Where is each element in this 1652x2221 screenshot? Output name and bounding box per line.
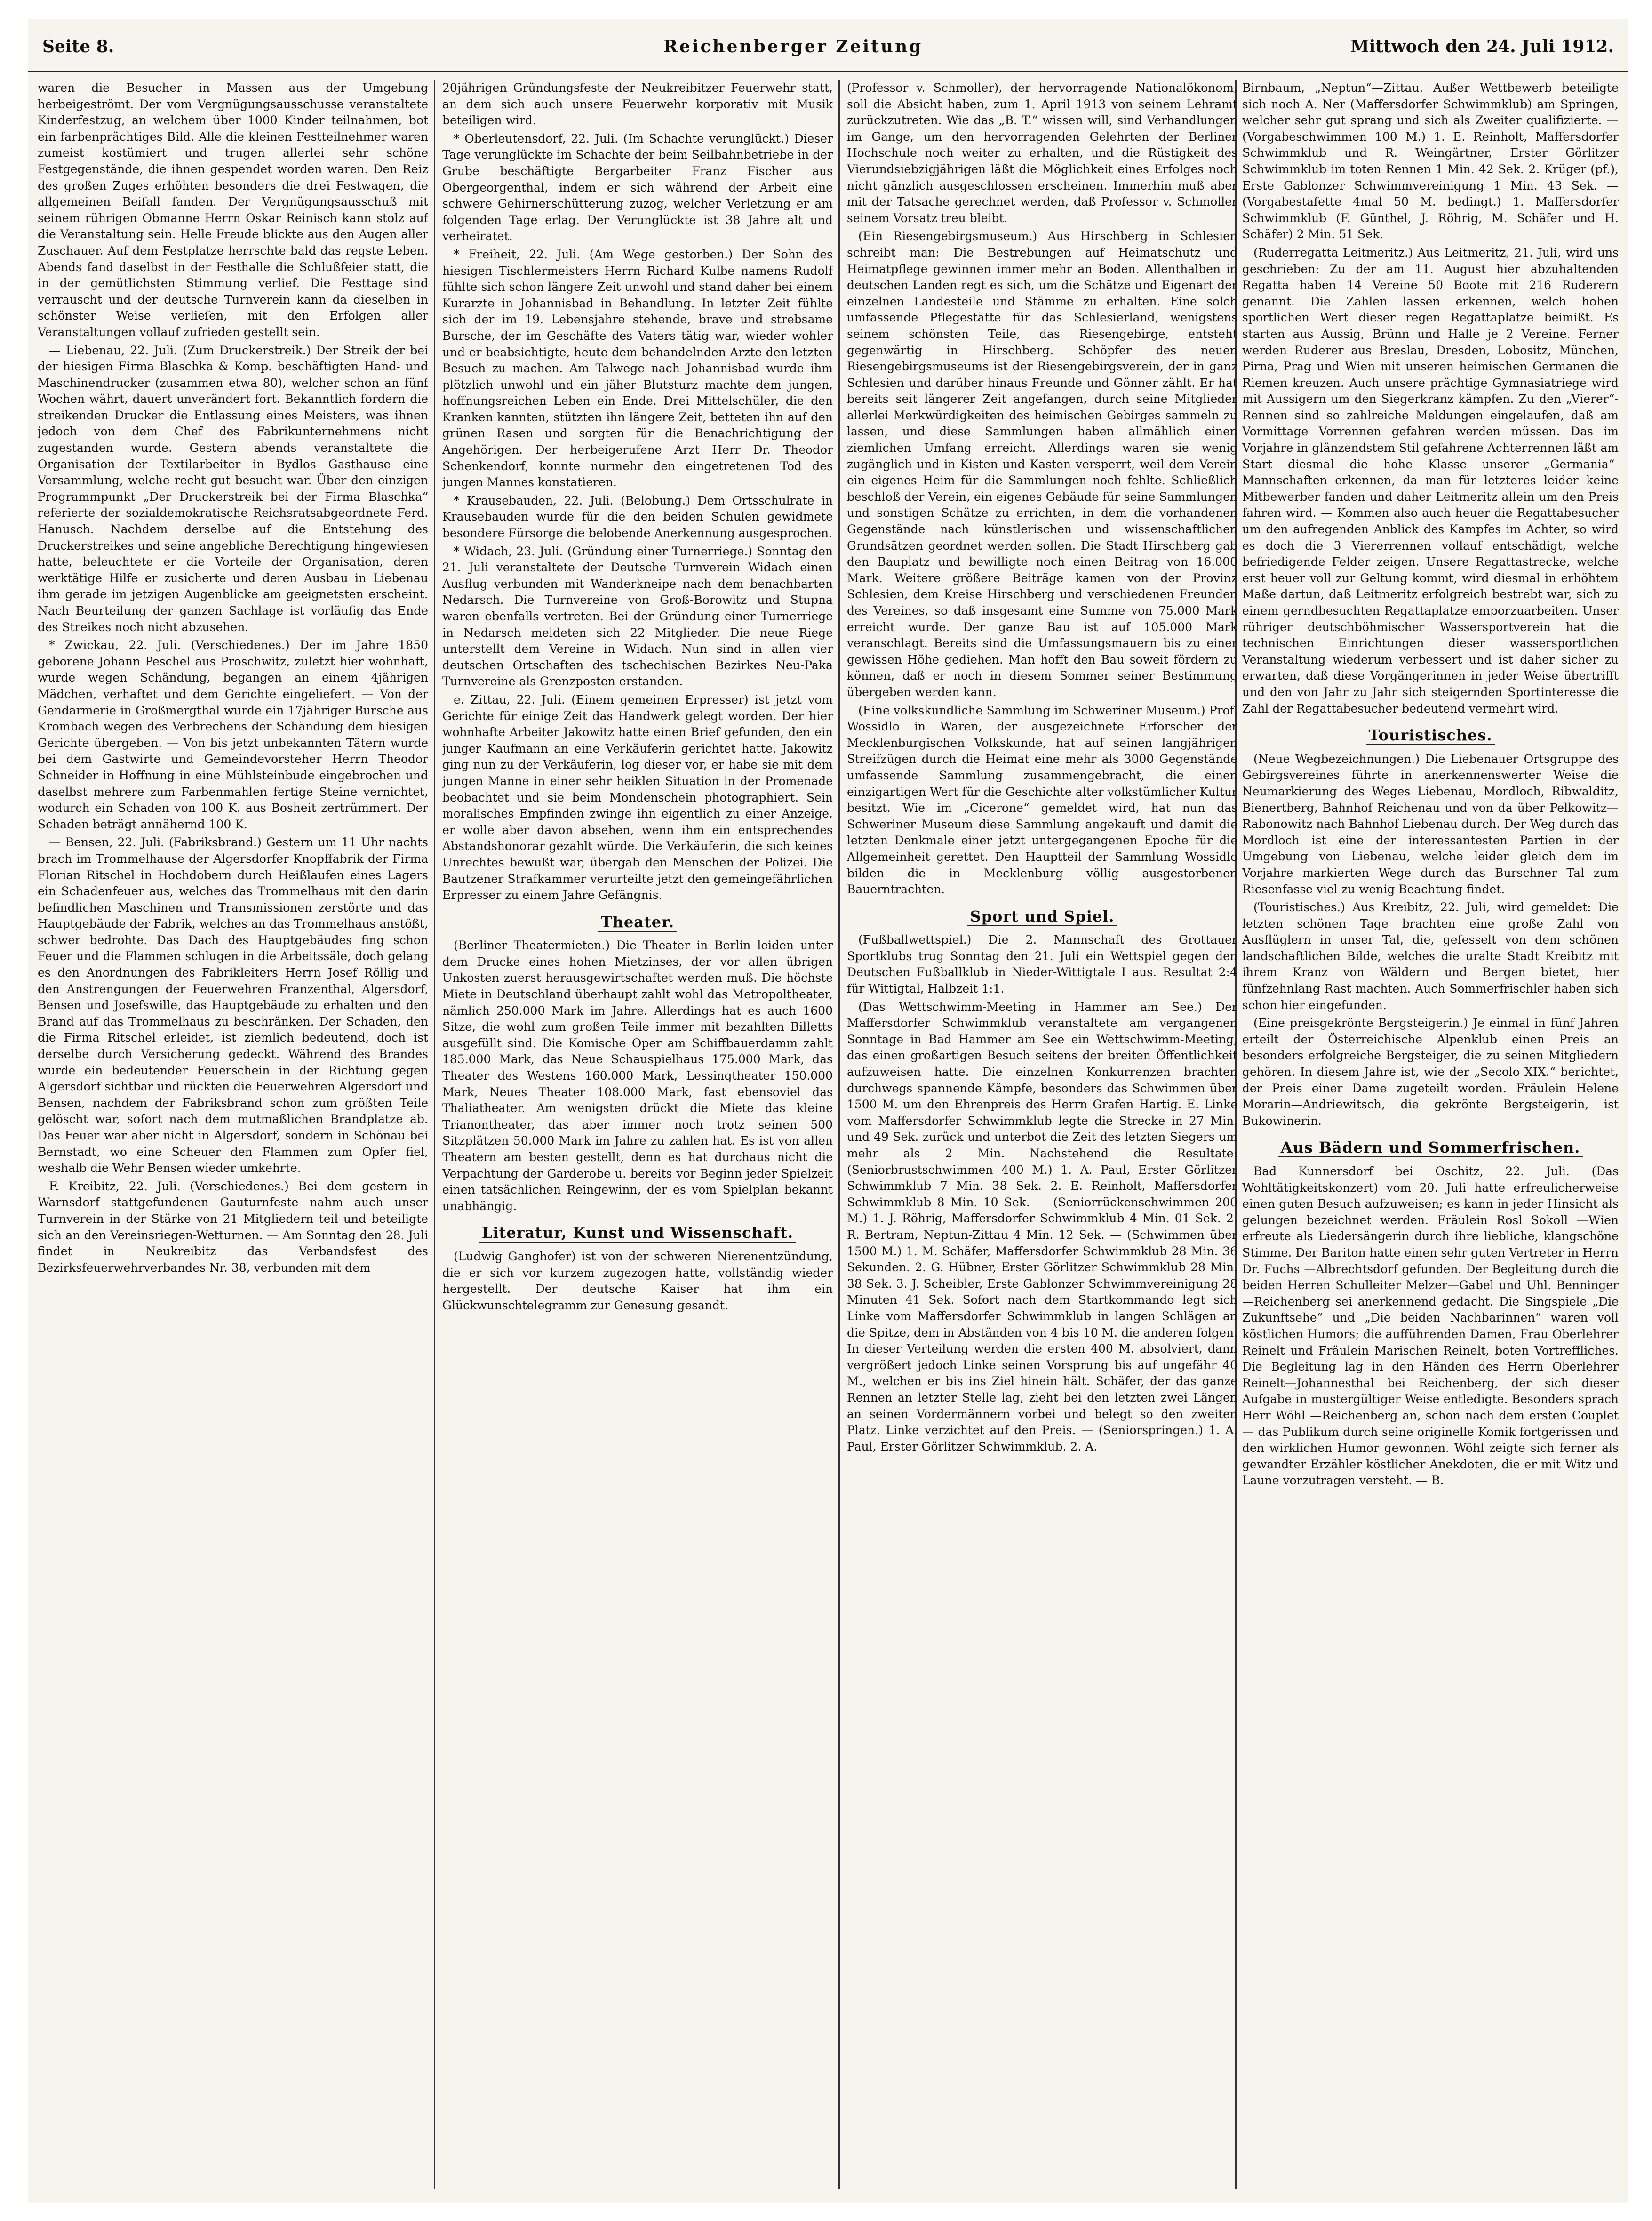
article-paragraph: e. Zittau, 22. Juli. (Einem gemeinen Erpresser) ist jetzt vom Gerichte für einige Zeit das Handwerk gelegt worden. Der hier wohnhafte Arbeiter Jakowitz hatte einen Brief gefunden, den ein junger Kaufmann an eine Verkäuferin gerichtet hatte. Jakowitz ging nun zu der Verkäuferin, log dieser vor, er habe sie mit dem jungen Manne in einer sehr heiklen Situation in der Promenade beobachtet und sie beim Mondenschein photographiert. Sein moralisches Empfinden zwinge ihn eigentlich zu einer Anzeige, er wolle aber davon absehen, wenn ihm ein entsprechendes Abstandshonorar gezahlt würde. Die Verkäuferin, die sich keines Unrechtes bewußt war, übergab den Menschen der Polizei. Die Bautzener Strafkammer verurteilte jetzt den gemeingefährlichen Erpresser zu einem Jahre Gefängnis. — [442, 692, 833, 902]
article-paragraph: F. Kreibitz, 22. Juli. (Verschiedenes.) Bei dem gestern in Warnsdorf stattgefundenen Gauturnfeste nahm auch unser Turnverein in der Stärke von 21 Mitgliedern teil und beteiligte sich an den Vereinsriegen-Wetturnen. — Am Sonntag den 28. Juli findet in Neukreibitz das Verbandsfest des Bezirksfeuerwehrverbandes Nr. 38, verbunden mit dem — [38, 1179, 428, 1275]
column-4 — [1242, 80, 1619, 2189]
section-heading-literature: Literatur, Kunst und Wissenschaft. — [442, 1225, 833, 1241]
article-paragraph: (Eine volkskundliche Sammlung im Schweriner Museum.) Prof. Wossidlo in Waren, der ausgezeichnete Erforscher der Mecklenburgischen Volkskunde, hat auf seinen langjährigen Streifzügen durch die Heimat eine mehr als 3000 Gegenstände umfassende Sammlung zusammengebracht, die einen einzigartigen Wert für die Geschichte alter volkstümlicher Kultur besitzt. Wie im „Cicerone“ gemeldet wird, hat nun das Schweriner Museum diese Sammlung angekauft und damit die letzten Denkmale einer jetzt untergegangenen Epoche für die Allgemeinheit gerettet. Den Hauptteil der Sammlung Wossidlo bilden die in Mecklenburg völlig ausgestorbenen Bauerntrachten. — [847, 703, 1237, 897]
column-3 — [847, 80, 1237, 2189]
article-paragraph: 20jährigen Gründungsfeste der Neukreibitzer Feuerwehr statt, an dem sich auch unsere Feuerwehr korporativ mit Musik beteiligen wird. — [442, 81, 833, 128]
article-paragraph: (Touristisches.) Aus Kreibitz, 22. Juli, wird gemeldet: Die letzten schönen Tage brachten eine große Zahl von Ausflüglern in unser Tal, die, gefesselt von dem schönen landschaftlichen Bilde, welches die uralte Stadt Kreibitz mit ihrem Kranz von Wäldern und Bergen bietet, hier fünfzehnlang Rast machten. Auch Sommerfrischler haben sich schon hier eingefunden. — [1242, 900, 1619, 1012]
article-paragraph: (Fußballwettspiel.) Die 2. Mannschaft des Grottauer Sportklubs trug Sonntag den 21. Juli ein Wettspiel gegen den Deutschen Fußballklub in Nieder-Wittigtale I aus. Resultat 2:4 für Wittigtal, Halbzeit 1:1. — [847, 933, 1237, 996]
newspaper-page — [28, 19, 1628, 2203]
column-divider — [434, 80, 435, 2189]
article-paragraph: * Freiheit, 22. Juli. (Am Wege gestorben.) Der Sohn des hiesigen Tischlermeisters Herrn Richard Kulbe namens Rudolf fühlte sich schon längere Zeit unwohl und stand daher bei einem Kurarzte in Johannisbad in Behandlung. In letzter Zeit fühlte sich der im 19. Lebensjahre stehende, brave und strebsame Bursche, der im Geschäfte des Vaters tätig war, wieder wohler und er beabsichtigte, heute dem behandelnden Arzte den letzten Besuch zu machen. Am Talwege nach Johannisbad wurde ihm plötzlich unwohl und ein jäher Blutsturz machte dem jungen, hoffnungsreichen Leben ein Ende. Drei Mittelschüler, die den Kranken kannten, stützten ihn längere Zeit, betteten ihn auf den grünen Rasen und sorgten für die Benachrichtigung der Angehörigen. Der herbeigerufene Arzt Herr Dr. Theodor Schenkendorf, konnte nurmehr den eingetretenen Tod des jungen Mannes konstatieren. — [442, 247, 833, 489]
newspaper-title: Reichenberger Zeitung — [663, 37, 923, 56]
article-paragraph: (Berliner Theatermieten.) Die Theater in Berlin leiden unter dem Drucke eines hohen Mietzinses, der vor allen übrigen Unkosten zuerst herausgewirtschaftet werden muß. Die höchste Miete in Deutschland überhaupt zahlt wohl das Metropoltheater, nämlich 250.000 Mark im Jahre. Allerdings hat es auch 1600 Sitze, die wohl zum großen Teile immer mit bezahlten Billetts ausgefüllt sind. Die Komische Oper am Schiffbauerdamm zahlt 185.000 Mark, das Neue Schauspielhaus 175.000 Mark, das Theater des Westens 160.000 Mark, Lessingtheater 150.000 Mark, Neues Theater 108.000 Mark, fast ebensoviel das Thaliatheater. Am wenigsten drückt die Miete das kleine Trianontheater, das aber immer noch trotz seinen 500 Sitzplätzen 50.000 Mark im Jahre zu zahlen hat. Es ist von allen Theatern am besten gestellt, denn es hat durchaus nicht die Verpachtung der Garderobe u. bereits vor Beginn jeder Spielzeit einen tatsächlichen Reingewinn, der es vom Spielplan bekannt unabhängig. — [442, 938, 833, 1213]
article-paragraph: * Zwickau, 22. Juli. (Verschiedenes.) Der im Jahre 1850 geborene Johann Peschel aus Proschwitz, zuletzt hier wohnhaft, wurde wegen Schändung, begangen an einem 4jährigen Mädchen, verhaftet und dem Gerichte eingeliefert. — Von der Gendarmerie in Großmergthal wurde ein 17jähriger Bursche aus Krombach wegen des Verbrechens der Schändung dem hiesigen Gerichte übergeben. — Von bis jetzt unbekannten Tätern wurde bei dem Gastwirte und Gemeindevorsteher Herrn Theodor Schneider in Hoffnung in eine Mühlsteinbude eingebrochen und daselbst mehrere zum Farbenmahlen fertige Steine vernichtet, wodurch ein Schaden von 100 K. aus Bosheit zertrümmert. Der Schaden beträgt annähernd 100 K. — [38, 638, 428, 831]
page-number: Seite 8. — [42, 37, 114, 56]
column-divider — [838, 80, 840, 2189]
page-header — [28, 19, 1628, 72]
article-paragraph: (Ruderregatta Leitmeritz.) Aus Leitmeritz, 21. Juli, wird uns geschrieben: Zu der am 11. August hier abzuhaltenden Regatta haben 14 Vereine 50 Boote mit 216 Ruderern genannt. Die Zahlen lassen erkennen, welch hohen sportlichen Wert dieser regen Regattaplatze beimißt. Es starten aus Aussig, Brünn und Halle je 2 Vereine. Ferner werden Ruderer aus Breslau, Dresden, Lobositz, München, Pirna, Prag und Wien mit unseren heimischen Germanen die Riemen kreuzen. Auch unsere prächtige Gymnasiatriege wird mit Aussigern um den Siegerkranz kämpfen. Zu den „Vierer“-Rennen sind so zahlreiche Meldungen eingelaufen, daß am Vormittage Vorrennen gefahren werden müssen. Das im Vorjahre in glänzendstem Stil gefahrene Achterrennen läßt am Start diesmal die hohe Klasse unserer „Germania“-Mannschaften erkennen, da man für letzteres leider keine Mitbewerber fanden und daher Leitmeritz allein um den Preis fahren wird. — Kommen also auch heuer die Regattabesucher um den aufregenden Anblick des Kampfes im Achter, so wird es doch die 3 Viererrennen vollauf entschädigt, welche befriedigende Felder zeigen. Unsere Regattastrecke, welche erst heuer voll zur Geltung kommt, wird diesmal in erhöhtem Maße dartun, daß Leitmeritz erfolgreich bestrebt war, sich zu einem gerndbesuchten Regattaplatze emporzuarbeiten. Unser rühriger deutschböhmischer Wassersportverein hat die technischen Einrichtungen dieser wassersportlichen Veranstaltung wiederum verbessert und ist daher sicher zu erwarten, daß diese Vorgängerinnen in jeder Weise übertrifft und den von Jahr zu Jahr sich steigernden Sportinteresse die Zahl der Regattabesucher bedeutend vermehrt wird. — [1242, 245, 1619, 715]
article-paragraph: waren die Besucher in Massen aus der Umgebung herbeigeströmt. Der vom Vergnügungsausschusse veranstaltete Kinderfestzug, an welchem über 1000 Kinder teilnahmen, bot ein farbenprächtiges Bild. Alle die kleinen Festteilnehmer waren zumeist kostümiert und trugen allerlei sehr schöne Festgegenstände, die ihnen gespendet worden waren. Den Reiz des großen Zuges erhöhten besonders die drei Festwagen, die allgemeinen Beifall fanden. Der Vergnügungsausschuß mit seinem rührigen Obmanne Herrn Oskar Reinisch kann stolz auf die Veranstaltung sein. Helle Freude blickte aus den Augen aller Zuschauer. Auf dem Festplatze herrschte bald das regste Leben. Abends fand daselbst in der Festhalle die Schlußfeier statt, die in der gemütlichsten Stimmung verlief. Die Festtage sind verrauscht und der deutsche Turnverein kann da dieselben in schönster Weise verlieſen, mit den Erfolgen aller Veranstaltungen vollauf zufrieden gestellt sein. — [38, 81, 428, 339]
article-paragraph: Birnbaum, „Neptun“—Zittau. Außer Wettbewerb beteiligte sich noch A. Ner (Maffersdorfer Schwimmklub) am Springen, welcher sehr gut sprang und sich als Zweiter qualifizierte. — (Vorgabeschwimmen 100 M.) 1. E. Reinholt, Maffersdorfer Schwimmklub und R. Weingärtner, Erster Görlitzer Schwimmklub im toten Rennen 1 Min. 42 Sek. 2. Krüger (pf.), Erste Gablonzer Schwimmvereinigung 1 Min. 43 Sek. — (Vorgabestafette 4mal 50 M. bedingt.) 1. Maffersdorfer Schwimmklub (F. Günthel, J. Röhrig, M. Schäfer und H. Schäfer) 2 Min. 51 Sek. — [1242, 81, 1619, 241]
section-heading-touristisches: Touristisches. — [1242, 727, 1619, 744]
article-paragraph: — Liebenau, 22. Juli. (Zum Druckerstreik.) Der Streik der bei der hiesigen Firma Blaschka & Komp. beschäftigten Hand- und Maschinendrucker (zusammen etwa 80), welcher schon an fünf Wochen währt, dauert unverändert fort. Bekanntlich fordern die streikenden Drucker die Entlassung eines Meisters, was ihnen jedoch von dem Chef des Fabrikunternehmens nicht zugestanden wurde. Gestern abends veranstaltete die Organisation der Textilarbeiter in Bydlos Gasthause eine Versammlung, welche recht gut besucht war. Über den einzigen Programmpunkt „Der Druckerstreik bei der Firma Blaschka“ referierte der sozialdemokratische Reichsratsabgeordnete Ferd. Hanusch. Nachdem derselbe auf die Entstehung des Druckerstreikes und seine angebliche Berechtigung hingewiesen hatte, beleuchtete er die Vorteile der Organisation, deren werktätige Hilfe er zusicherte und deren Ausbau in Liebenau ihm gerade im jetzigen Augenblicke am geeignetsten erscheint. Nach Beurteilung der ganzen Sachlage ist vorläufig das Ende des Streikes noch nicht abzusehen. — [38, 343, 428, 634]
article-paragraph: (Ludwig Ganghofer) ist von der schweren Nierenentzündung, die er sich vor kurzem zugezogen hatte, vollständig wieder hergestellt. Der deutsche Kaiser hat ihm ein Glückwunschtelegramm zur Genesung gesandt. — [442, 1249, 833, 1312]
section-heading-baeder: Aus Bädern und Sommerfrischen. — [1242, 1139, 1619, 1156]
article-paragraph: (Professor v. Schmoller), der hervorragende Nationalökonom, soll die Absicht haben, zum 1. April 1913 von seinem Lehramt zurückzutreten. Wie das „B. T.“ wissen will, sind Verhandlungen im Gange, um den hervorragenden Gelehrten der Berliner Hochschule noch weiter zu erhalten, und die Rüstigkeit des Vierundsiebzigjährigen läßt die Möglichkeit eines Erfolges noch nicht gänzlich ausgeschlossen erscheinen. Immerhin muß aber mit der Tatsache gerechnet werden, daß Professor v. Schmoller seinem Vorsatz treu bleibt. — [847, 81, 1237, 225]
article-paragraph: * Widach, 23. Juli. (Gründung einer Turnerriege.) Sonntag den 21. Juli veranstaltete der Deutsche Turnverein Widach einen Ausflug verbunden mit Wanderkneipe nach dem benachbarten Nedarsch. Die Turnvereine von Groß-Borowitz und Stupna waren ebenfalls vertreten. Bei der Gründung einer Turnerriege in Nedarsch meldeten sich 22 Mitglieder. Die neue Riege unterstellt dem Vereine in Widach. Nun sind in allen vier deutschen Ortschaften des tschechischen Bezirkes Neu-Paka Turnvereine als Grenzposten erstanden. — [442, 544, 833, 689]
article-paragraph: (Das Wettschwimm-Meeting in Hammer am See.) Der Maffersdorfer Schwimmklub veranstaltete am vergangenen Sonntage in Bad Hammer am See ein Wettschwimm-Meeting, das einen großartigen Besuch seitens der breiten Öffentlichkeit aufzuweisen hatte. Die einzelnen Konkurrenzen brachten durchwegs spannende Kämpfe, besonders das Schwimmen über 1500 M. um den Ehrenpreis des Herrn Grafen Hartig. E. Linke vom Maffersdorfer Schwimmklub legte die Strecke in 27 Min. und 49 Sek. zurück und unterbot die Zeit des letzten Siegers um mehr als 2 Min. Nachstehend die Resultate: (Seniorbrustschwimmen 400 M.) 1. A. Paul, Erster Görlitzer Schwimmklub 7 Min. 38 Sek. 2. E. Reinholt, Maffersdorfer Schwimmklub 8 Min. 10 Sek. — (Seniorrückenschwimmen 200 M.) 1. J. Röhrig, Maffersdorfer Schwimmklub 4 Min. 01 Sek. 2. R. Bertram, Neptun-Zittau 4 Min. 12 Sek. — (Schwimmen über 1500 M.) 1. M. Schäfer, Maffersdorfer Schwimmklub 28 Min. 36 Sekunden. 2. G. Hübner, Erster Görlitzer Schwimmklub 28 Min. 38 Sek. 3. J. Scheibler, Erste Gablonzer Schwimmvereinigung 28 Minuten 41 Sek. Sofort nach dem Startkommando legt sich Linke vom Maffersdorfer Schwimmklub in langen Schlägen an die Spitze, dem in Abständen von 4 bis 10 M. die anderen folgen. In dieser Verteilung werden die ersten 400 M. absolviert, dann vergrößert jedoch Linke seinen Vorsprung bis auf ungefähr 40 M., welchen er bis ins Ziel hinein hält. Schäfer, der das ganze Rennen an letzter Stelle lag, zieht bei den letzten zwei Längen an seinen Vordermännern vorbei und belegt so den zweiten Platz. Linke verzichtet auf den Preis. — (Seniorspringen.) 1. A. Paul, Erster Görlitzer Schwimmklub. 2. A. — [847, 1000, 1237, 1453]
article-paragraph: Bad Kunnersdorf bei Oschitz, 22. Juli. (Das Wohltätigkeitskonzert) vom 20. Juli hatte erfreulicherweise einen guten Besuch aufzuweisen; es kann in jeder Hinsicht als gelungen bezeichnet werden. Fräulein Rosl Sokoll —Wien erfreute als Liedersängerin durch ihre liebliche, klangschöne Stimme. Der Bariton hatte einen sehr guten Vertreter in Herrn Dr. Fuchs —Albrechtsdorf gefunden. Der Begleitung durch die beiden Herren Schulleiter Melzer—Gabel und Uhl. Benninger—Reichenberg sei anerkennend gedacht. Die Singspiele „Die Zukunftsehe“ und „Die beiden Nachbarinnen“ waren voll köstlichen Humors; die aufführenden Damen, Frau Oberlehrer Reinelt und Fräulein Marischen Reinelt, boten Vortreffliches. Die Begleitung lag in den Händen des Herrn Oberlehrer Reinelt—Johannesthal bei Reichenberg, der sich dieser Aufgabe in mustergültiger Weise entledigte. Besonders sprach Herr Wöhl —Reichenberg an, schon nach dem ersten Couplet — das Publikum durch seine originelle Komik fortgerissen und den wirklichen Humor gewonnen. Wöhl zeigte sich ferner als gewandter Erzähler köstlicher Anekdoten, die er mit Witz und Laune vorzutragen versteht. — B. — [1242, 1164, 1619, 1488]
article-paragraph: — Bensen, 22. Juli. (Fabriksbrand.) Gestern um 11 Uhr nachts brach im Trommelhause der Algersdorfer Knopffabrik der Firma Florian Ritschel in Hochdobern durch Heißlaufen eines Lagers ein Schadenfeuer aus, welches das Trommelhaus mit den darin befindlichen Maschinen und Transmissionen zerstörte und das Hauptgebäude der Fabrik, welches an das Trommelhaus anstößt, schwer bedrohte. Das Dach des Hauptgebäudes fing schon Feuer und die Flammen schlugen in die Arbeitssäle, doch gelang es den Anordnungen des Fabrikleiters Herrn Josef Röllig und den Anstrengungen der Feuerwehren Franzenthal, Algersdorf, Bensen und Josefswille, das Hauptgebäude zu erhalten und den Brand auf das Trommelhaus zu beschränken. Der Schaden, den die Firma Ritschel erleidet, ist ziemlich bedeutend, doch ist derselbe durch Versicherung gedeckt. Während des Brandes wurde ein bedeutender Feuerschein in der Richtung gegen Algersdorf sichtbar und rückten die Feuerwehren Algersdorf und Bensen, nachdem der Fabriksbrand schon zum größten Teile gelöscht war, sofort nach dem mutmaßlichen Brandplatze ab. Das Feuer war aber nicht in Algersdorf, sondern in Schönau bei Bernstadt, wo eine Scheuer den Flammen zum Opfer fiel, weshalb die Wehr Bensen wieder umkehrte. — [38, 835, 428, 1175]
issue-date: Mittwoch den 24. Juli 1912. — [1350, 37, 1614, 56]
article-paragraph: (Neue Wegbezeichnungen.) Die Liebenauer Ortsgruppe des Gebirgsvereines führte in anerkennenswerter Weise die Neumarkierung des Weges Liebenau, Mordloch, Ribwalditz, Bienertberg, Bahnhof Reichenau und von da über Pelkowitz—Rabonowitz nach Bahnhof Liebenau durch. Der Weg durch das Mordloch ist eine der interessantesten Partien in der Umgebung von Liebenau, welche leider gleich dem im Vorjahre markierten Wege durch das Burschner Tal zum Riesenfasse viel zu wenig Beachtung findet. — [1242, 752, 1619, 896]
article-paragraph: * Oberleutensdorf, 22. Juli. (Im Schachte verunglückt.) Dieser Tage verunglückte im Schachte der beim Seilbahnbetriebe in der Grube beschäftigte Bergarbeiter Franz Fischer aus Obergeorgenthal, indem er sich während der Arbeit eine schwere Gehirnerschütterung zuzog, welcher Verletzung er am folgenden Tage erlag. Der Verunglückte ist 38 Jahre alt und verheiratet. — [442, 131, 833, 243]
article-paragraph: (Ein Riesengebirgsmuseum.) Aus Hirschberg in Schlesien schreibt man: Die Bestrebungen auf Heimatschutz und Heimatpflege gewinnen immer mehr an Boden. Allenthalben in deutschen Landen regt es sich, um die Schätze und Eigenart der einzelnen Landesteile und Stämme zu erhalten. Eine solch umfassende Pflegestätte für das Schlesierland, wenigstens seinem schönsten Teile, das Riesengebirge, entsteht gegenwärtig in Hirschberg. Schöpfer des neuen Riesengebirgsmuseums ist der Riesengebirgsverein, der in ganz Schlesien und darüber hinaus Freunde und Gönner zählt. Er hat bereits seit längerer Zeit angefangen, durch seine Mitglieder allerlei Merkwürdigkeiten des heimischen Gebirges sammeln zu lassen, und diese Sammlungen haben allmählich einen ziemlichen Umfang erreicht. Allerdings waren sie wenig zugänglich und in Kisten und Kasten versperrt, weil dem Verein ein eigenes Heim für die Sammlungen noch fehlte. Schließlich beschloß der Verein, ein eigenes Gebäude für seine Sammlungen und sonstigen Schätze zu errichten, in dem die vorhandenen Gegenstände nach künstlerischen und wissenschaftlichen Grundsätzen geordnet werden sollen. Die Stadt Hirschberg gab den Bauplatz und bewilligte noch einen Beitrag von 16.000 Mark. Weitere größere Beiträge kamen von der Provinz Schlesien, dem Kreise Hirschberg und verschiedenen Freunden des Vereines, so daß insgesamt eine Summe von 75.000 Mark erreicht wurde. Der ganze Bau ist auf 105.000 Mark veranschlagt. Bereits sind die Umfassungsmauern bis zu einer gewissen Höhe gediehen. Man hofft den Bau soweit fördern zu können, daß er noch in diesem Sommer seiner Bestimmung übergeben werden kann. — [847, 229, 1237, 699]
section-heading-sport: Sport und Spiel. — [847, 908, 1237, 925]
section-heading-theater: Theater. — [442, 914, 833, 930]
article-paragraph: * Krausebauden, 22. Juli. (Belobung.) Dem Ortsschulrate in Krausebauden wurde für die den beiden Schulen gewidmete besondere Fürsorge die belobende Anerkennung ausgesprochen. — [442, 493, 833, 540]
column-1 — [38, 80, 428, 2189]
article-paragraph: (Eine preisgekrönte Bergsteigerin.) Je einmal in fünf Jahren erteilt der Österreichische Alpenklub einen Preis an besonders erfolgreiche Bergsteiger, die zu seinen Mitgliedern gehören. In diesem Jahre ist, wie der „Secolo XIX.“ berichtet, der Preis einer Dame zugeteilt worden. Fräulein Helene Morarin—Andriewitsch, die gekrönte Bergsteigerin, ist Bukowinerin. — [1242, 1016, 1619, 1128]
column-2 — [442, 80, 833, 2189]
